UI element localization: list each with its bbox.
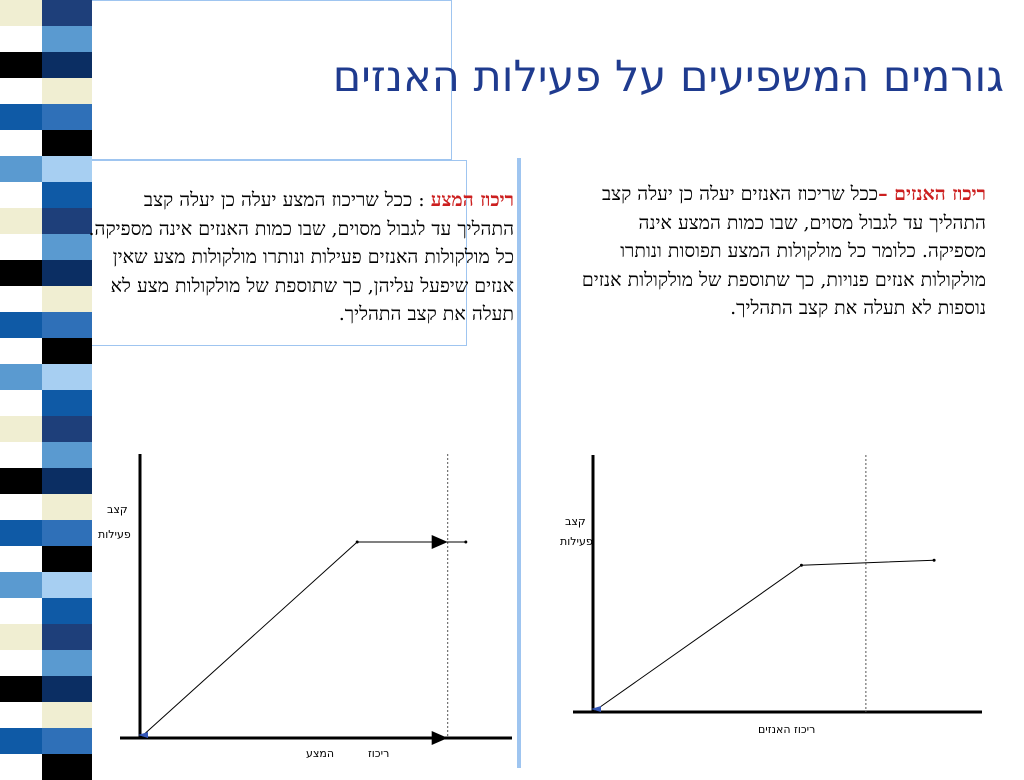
plateau-arrow-icon [432, 535, 448, 549]
substrate-separator: : [412, 189, 431, 211]
stripe-block [42, 650, 92, 676]
stripe-block [0, 468, 42, 494]
stripe-block [0, 572, 42, 598]
stripe-block [42, 364, 92, 390]
stripe-block [42, 182, 92, 208]
substrate-xlabel-word2: המצע [306, 747, 335, 760]
stripe-block [42, 260, 92, 286]
stripe-block [0, 416, 42, 442]
substrate-concentration-text [88, 186, 514, 329]
enzyme-ylabel-line2: פעילות [560, 535, 593, 548]
enzyme-heading: ריכוז האנזים – [878, 183, 986, 205]
activity-data-point [139, 737, 142, 740]
column-divider [517, 158, 521, 768]
stripe-block [42, 442, 92, 468]
stripe-block [42, 520, 92, 546]
stripe-block [42, 130, 92, 156]
enzyme-xlabel: ריכוז האנזים [758, 723, 816, 736]
stripe-block [42, 286, 92, 312]
substrate-ylabel-line1: קצב [107, 503, 128, 516]
stripe-block [0, 52, 42, 78]
activity-data-point [464, 541, 467, 544]
activity-data-point [933, 559, 936, 562]
enzyme-activity-chart [560, 455, 1000, 755]
stripe-block [0, 0, 42, 26]
stripe-block [42, 676, 92, 702]
slide-title: גורמים המשפיעים על פעילות האנזים [332, 52, 1004, 102]
stripe-block [0, 260, 42, 286]
stripe-block [0, 520, 42, 546]
stripe-block [42, 312, 92, 338]
stripe-block [42, 416, 92, 442]
activity-series-line [593, 560, 934, 712]
stripe-block [0, 728, 42, 754]
activity-data-point [592, 711, 595, 714]
substrate-xlabel-word1: ריכוז [368, 747, 390, 760]
stripe-block [42, 754, 92, 780]
substrate-activity-chart [92, 450, 517, 768]
stripe-block [42, 624, 92, 650]
stripe-block [0, 364, 42, 390]
enzyme-chart-svg [560, 455, 1000, 755]
stripe-block [42, 78, 92, 104]
substrate-ylabel-line2: פעילות [98, 528, 131, 541]
activity-data-point [800, 564, 803, 567]
stripe-block [0, 312, 42, 338]
substrate-body: ככל שריכוז המצע יעלה כן יעלה קצב התהליך עד לגבול מסוים, שבו כמות האנזים אינה מספיקה. כל מולקולות האנזים פעילות ונותרו מולקולות מצע שאין אנזים שיפעל עליהן, כך שתוספת של מולקולות מצע לא תעלה את קצב התהליך. [88, 189, 514, 325]
stripe-block [42, 546, 92, 572]
stripe-block [42, 598, 92, 624]
stripe-block [42, 390, 92, 416]
stripe-block [42, 156, 92, 182]
stripe-block [42, 52, 92, 78]
stripe-block [0, 156, 42, 182]
stripe-block [42, 728, 92, 754]
stripe-block [0, 676, 42, 702]
stripe-block [42, 572, 92, 598]
stripe-block [0, 208, 42, 234]
stripe-block [42, 234, 92, 260]
stripe-block [42, 104, 92, 130]
substrate-chart-svg [92, 450, 517, 768]
stripe-block [42, 208, 92, 234]
stripe-block [0, 624, 42, 650]
stripe-block [0, 104, 42, 130]
stripe-block [42, 494, 92, 520]
enzyme-ylabel-line1: קצב [565, 515, 586, 528]
enzyme-concentration-text [570, 180, 986, 323]
stripe-block [42, 26, 92, 52]
x-axis-arrow-icon [432, 731, 448, 745]
stripe-block [42, 468, 92, 494]
stripe-block [42, 702, 92, 728]
activity-series-line [140, 542, 466, 738]
activity-data-point [356, 541, 359, 544]
stripe-block [42, 0, 92, 26]
stripe-block [42, 338, 92, 364]
enzyme-body: ככל שריכוז האנזים יעלה כן יעלה קצב התהליך עד לגבול מסוים, שבו כמות המצע אינה מספיקה. כלומר כל מולקולות המצע תפוסות ונותרו מולקולות אנזים פנויות, כך שתוספת של מולקולות אנזים נוספות לא תעלה את קצב התהליך. [581, 183, 986, 319]
decorative-stripe-bar [0, 0, 92, 768]
substrate-heading: ריכוז המצע [430, 189, 514, 211]
